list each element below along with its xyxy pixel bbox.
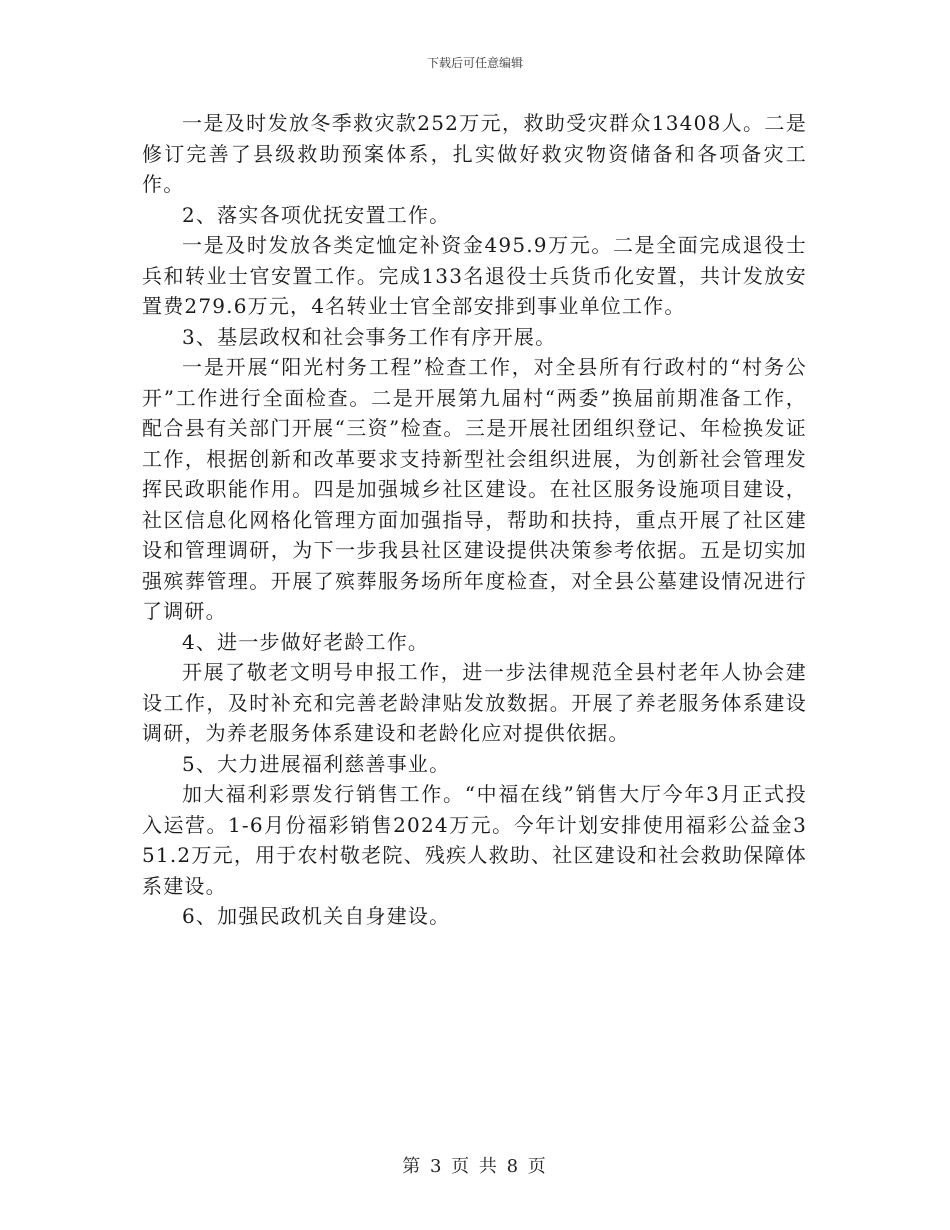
- heading-self-building: 6、加强民政机关自身建设。: [182, 904, 451, 928]
- paragraph-special-care: 一是及时发放各类定恤定补资金495.9万元。二是全面完成退役士兵和转业士官安置工作。完成133名退役士兵货币化安置，共计发放安置费279.6万元，4名转业士官全部安排到事业单位工作。: [142, 233, 807, 318]
- paragraph-grassroots: 一是开展“阳光村务工程”检查工作，对全县所有行政村的“村务公开”工作进行全面检查。二是开展第九届村“两委”换届前期准备工作，配合县有关部门开展“三资”检查。三是开展社团组织登记、年检换发证工作，根据创新和改革要求支持新型社会组织进展，为创新社会管理发挥民政职能作用。四是加强城乡社区建设。在社区服务设施项目建设，社区信息化网格化管理方面加强指导，帮助和扶持，重点开展了社区建设和管理调研，为下一步我县社区建设提供决策参考依据。五是切实加强殡葬管理。开展了殡葬服务场所年度检查，对全县公墓建设情况进行了调研。: [142, 355, 807, 623]
- heading-elderly: 4、进一步做好老龄工作。: [182, 629, 430, 654]
- page-number-footer: 第 3 页 共 8 页: [402, 1156, 548, 1177]
- paragraph-relief-funds: 一是及时发放冬季救灾款252万元，救助受灾群众13408人。二是修订完善了县级救助预案体系，扎实做好救灾物资储备和各项备灾工作。: [142, 111, 807, 196]
- heading-grassroots: 3、基层政权和社会事务工作有序开展。: [182, 324, 557, 349]
- paragraph-elderly: 开展了敬老文明号申报工作，进一步法律规范全县村老年人协会建设工作，及时补充和完善老龄津贴发放数据。开展了养老服务体系建设调研，为养老服务体系建设和老龄化应对提供依据。: [142, 660, 807, 745]
- page-header: 下载后可任意编辑: [426, 56, 523, 70]
- heading-special-care: 2、落实各项优抚安置工作。: [182, 202, 451, 227]
- document-body: [142, 108, 807, 932]
- heading-welfare: 5、大力进展福利慈善事业。: [182, 751, 451, 776]
- paragraph-welfare: 加大福利彩票发行销售工作。“中福在线”销售大厅今年3月正式投入运营。1-6月份福彩销售2024万元。今年计划安排使用福彩公益金351.2万元，用于农村敬老院、残疾人救助、社区建设和社会救助保障体系建设。: [142, 782, 807, 898]
